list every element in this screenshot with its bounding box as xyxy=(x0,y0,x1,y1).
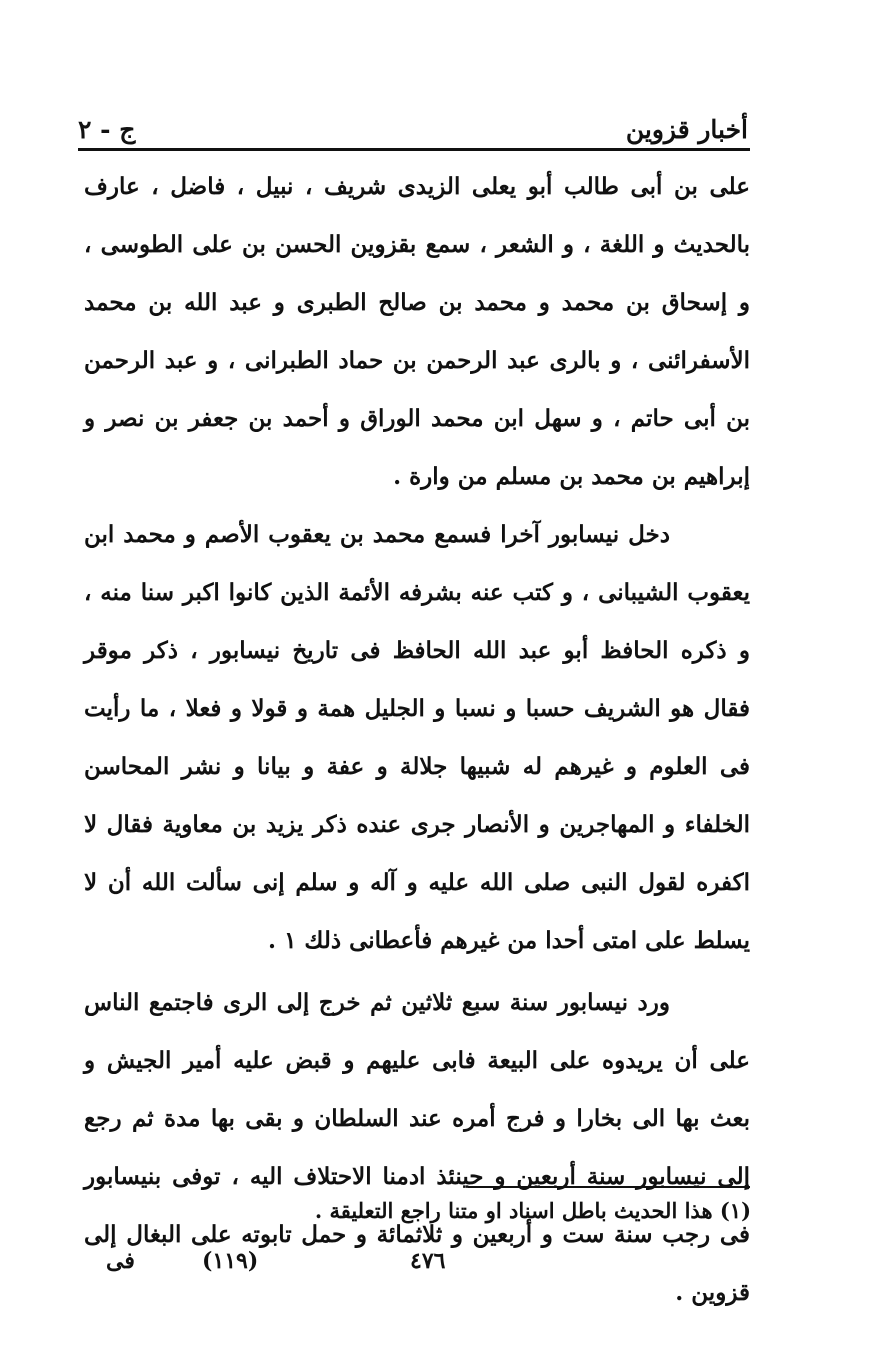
paragraph-1 xyxy=(84,158,750,506)
page-number: ٤٧٦ xyxy=(410,1248,446,1274)
text-line: سنة أربعين و حينئذ ادمنا الاحتلاف اليه ، توفى بنيسابور فى رجب xyxy=(84,1163,750,1248)
paragraph-2 xyxy=(84,506,750,970)
text-line: لقول النبى صلى الله عليه و آله و سلم إنى سألت الله أن لا يسلط على xyxy=(84,869,750,954)
text-line: و اللغة ، و الشعر ، سمع بقزوين الحسن بن على الطوسى ، و إسحاق بن محمد xyxy=(84,231,750,316)
main-text xyxy=(84,158,750,1322)
footnote-rule xyxy=(468,1186,750,1188)
text-line: و المهاجرين و الأنصار جرى عنده ذكر يزيد بن معاوية فقال لا اكفره xyxy=(84,811,750,896)
text-line: على أن يريدوه على البيعة فابى عليهم و قبض عليه أمير الجيش و بعث بها xyxy=(84,1047,750,1132)
text-line: بن حماد الطبرانى ، و عبد الرحمن بن أبى حاتم ، و سهل ابن محمد الوراق xyxy=(84,347,750,432)
catchword: فى xyxy=(106,1248,135,1274)
book-title: أخبار قزوين xyxy=(625,115,748,144)
running-head xyxy=(78,98,748,144)
text-line: ابن يعقوب الشيبانى ، و كتب عنه بشرفه الأئمة الذين كانوا اكبر سنا منه ، xyxy=(84,521,750,606)
text-line: و محمد بن صالح الطبرى و عبد الله بن محمد الأسفرائنى ، و بالرى عبد الرحمن xyxy=(84,289,750,374)
footnote: (١) هذا الحديث باطل اسناد او متنا راجع التعليقة . xyxy=(314,1198,751,1223)
header-rule xyxy=(78,148,750,151)
text-line: و ذكره الحافظ أبو عبد الله الحافظ فى تاريخ نيسابور ، ذكر موقر فقال xyxy=(84,637,750,722)
text-line: على بن أبى طالب أبو يعلى الزيدى شريف ، نبيل ، فاضل ، عارف بالحديث xyxy=(84,173,750,258)
text-line: و أحمد بن جعفر بن نصر و إبراهيم بن محمد بن مسلم من وارة . xyxy=(84,405,750,490)
text-line: دخل نيسابور آخرا فسمع محمد بن يعقوب الأصم و محمد xyxy=(123,521,670,548)
volume-label: ج - ٢ xyxy=(78,115,136,144)
text-line: ورد نيسابور سنة سبع ثلاثين ثم خرج إلى الرى فاجتمع الناس xyxy=(84,989,670,1016)
text-line: سنة ست و أربعين و ثلاثمائة و حمل تابوته على البغال إلى قزوين . xyxy=(84,1221,750,1306)
text-line: هو الشريف حسبا و نسبا و الجليل همة و قولا و فعلا ، ما رأيت فى xyxy=(84,695,751,780)
text-line: امتى أحدا من غيرهم فأعطانى ذلك ١ . xyxy=(268,927,638,954)
text-line: الى بخارا و فرج أمره عند السلطان و بقى بها مدة ثم رجع إلى نيسابور xyxy=(84,1105,750,1190)
text-line: العلوم و غيرهم له شبيها جلالة و عفة و بيانا و نشر المحاسن الخلفاء xyxy=(84,753,751,838)
sheet-number: (١١٩) xyxy=(202,1248,259,1274)
